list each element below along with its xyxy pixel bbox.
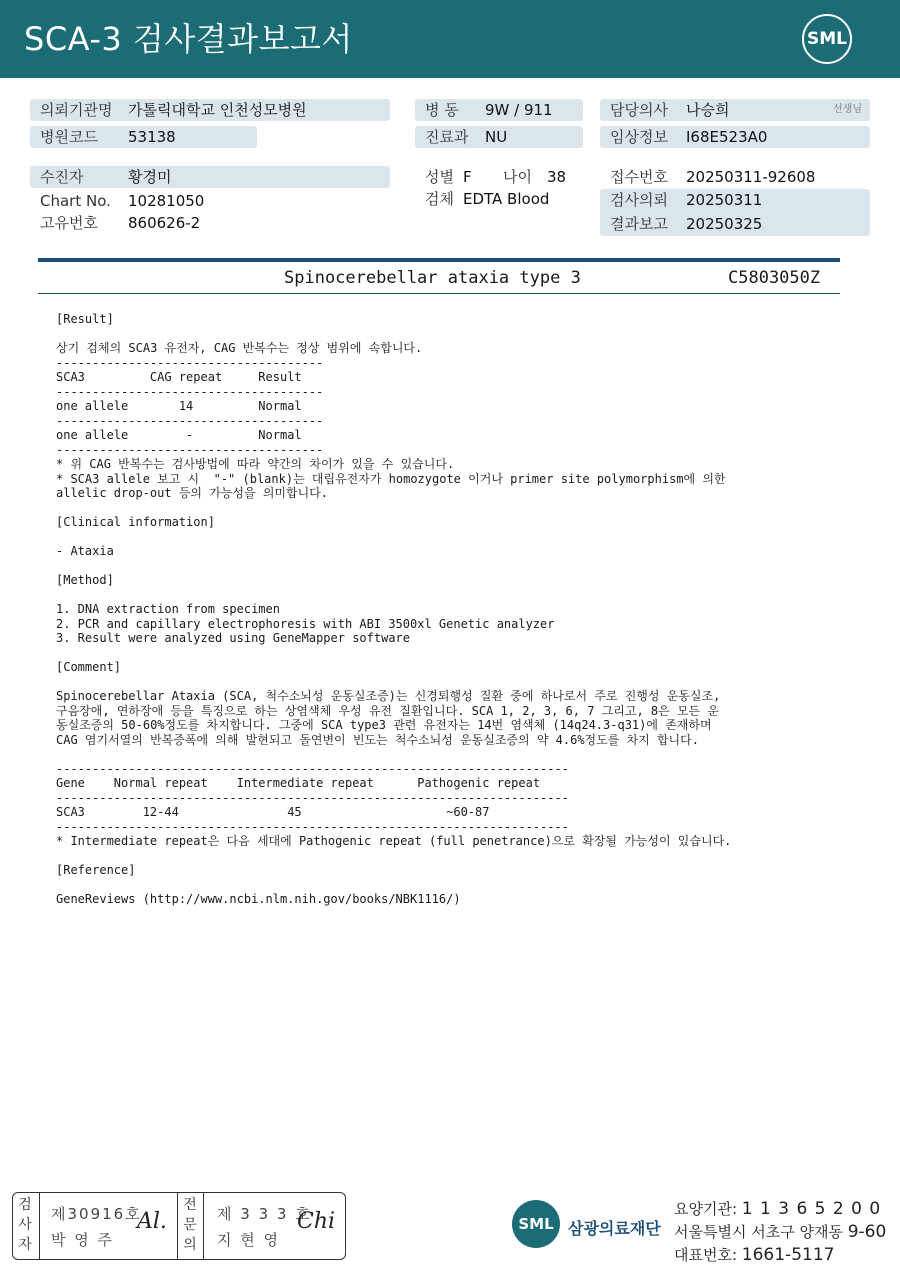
report-line: ------------------------------------- — [56, 413, 324, 428]
report-title: SCA-3 검사결과보고서 — [24, 20, 353, 58]
examiner-license: 제30916호 — [51, 1205, 142, 1223]
examiner-label — [15, 1195, 35, 1255]
institution-label: 의뢰기관명 — [40, 101, 113, 119]
department-value: NU — [485, 128, 508, 146]
hospital-code-value: 53138 — [128, 128, 176, 146]
sex-label: 성별 — [425, 168, 454, 186]
ward-field — [415, 99, 583, 121]
institution-value: 가톨릭대학교 인천성모병원 — [128, 101, 307, 119]
clinical-info-label: 임상정보 — [610, 128, 668, 146]
specialist-name: 지 현 영 — [217, 1231, 281, 1249]
report-line — [56, 675, 846, 690]
report-line — [56, 327, 846, 342]
report-body — [56, 312, 846, 907]
footer-address — [674, 1221, 886, 1242]
dates-field — [600, 189, 870, 236]
examiner-signature-icon: Al. — [137, 1209, 167, 1234]
specimen-field — [415, 188, 595, 210]
report-line: ------------------------------------- — [56, 442, 324, 457]
signature-divider — [177, 1193, 178, 1259]
specimen-label: 검체 — [425, 190, 454, 208]
institution-code-label: 요양기관: — [674, 1200, 738, 1218]
request-date-label: 검사의뢰 — [610, 191, 668, 209]
doctor-suffix: 선생님 — [833, 104, 862, 115]
receipt-no-label: 접수번호 — [610, 168, 668, 186]
examiner-label-char: 자 — [18, 1237, 32, 1253]
sex-age-field — [415, 166, 595, 188]
examiner-label-char: 사 — [18, 1217, 32, 1233]
test-code: C5803050Z — [728, 268, 821, 288]
patient-label: 수진자 — [40, 168, 84, 186]
report-line — [56, 530, 846, 545]
clinical-info-value: I68E523A0 — [686, 128, 768, 146]
sml-logo: SML — [802, 14, 852, 64]
report-line: [Clinical information] — [56, 515, 215, 529]
report-line: 3. Result were analyzed using GeneMapper software — [56, 631, 411, 645]
doctor-value: 나승희 — [686, 101, 730, 119]
footer-foundation-name: 삼광의료재단 — [568, 1219, 661, 1238]
footer-institution-code — [674, 1198, 881, 1219]
report-line: * Intermediate repeat은 다음 세대에 Pathogenic repeat (full penetrance)으로 확장될 가능성이 있습니다. — [56, 834, 732, 848]
report-line — [56, 878, 846, 893]
report-date-label: 결과보고 — [610, 215, 668, 233]
unique-no-label: 고유번호 — [40, 214, 98, 232]
chart-no-field — [30, 190, 390, 212]
examiner-name: 박 영 주 — [51, 1231, 115, 1249]
department-field — [415, 126, 583, 148]
unique-no-field — [30, 212, 390, 234]
address-number: 9-60 — [847, 1222, 887, 1242]
report-line: one allele - Normal — [56, 428, 302, 442]
report-line: Gene Normal repeat Intermediate repeat Pathogenic repeat — [56, 776, 541, 790]
examiner-label-char: 검 — [18, 1197, 32, 1213]
sex-value: F — [463, 168, 472, 186]
report-line — [56, 501, 846, 516]
specialist-license: 제 3 3 3 호 — [217, 1205, 312, 1223]
report-line: ----------------------------------------------------------------------- — [56, 819, 569, 834]
report-line: SCA3 CAG repeat Result — [56, 370, 302, 384]
chart-no-value: 10281050 — [128, 192, 205, 210]
report-line — [56, 747, 846, 762]
report-line: * 위 CAG 반복수는 검사방법에 따라 약간의 차이가 있을 수 있습니다. — [56, 457, 455, 471]
report-line: GeneReviews (http://www.ncbi.nlm.nih.gov/books/NBK1116/) — [56, 892, 461, 906]
report-line: 상기 검체의 SCA3 유전자, CAG 반복수는 정상 범위에 속합니다. — [56, 341, 423, 355]
specialist-label — [180, 1195, 200, 1255]
report-line: Spinocerebellar Ataxia (SCA, 척수소뇌성 운동실조증)는 신경퇴행성 질환 중에 하나로서 주로 진행성 운동실조, — [56, 689, 721, 703]
patient-value: 황경미 — [128, 168, 172, 186]
report-line: [Comment] — [56, 660, 122, 674]
report-line — [56, 588, 846, 603]
specialist-label-char: 전 — [183, 1197, 197, 1213]
clinical-info-field — [600, 126, 870, 148]
patient-field — [30, 166, 390, 188]
specialist-label-char: 의 — [183, 1237, 197, 1253]
report-line: allelic drop-out 등의 가능성을 의미합니다. — [56, 486, 329, 500]
report-line: one allele 14 Normal — [56, 399, 302, 413]
report-line: 동실조증의 50-60%정도를 차지합니다. 그중에 SCA type3 관련 유전자는 14번 염색체 (14q24.3-q31)에 존재하며 — [56, 718, 712, 732]
institution-code-value: 1 1 3 6 5 2 0 0 — [741, 1199, 882, 1219]
age-value: 38 — [547, 168, 567, 186]
phone-label: 대표번호: — [674, 1246, 738, 1264]
request-date-value: 20250311 — [686, 191, 763, 209]
doctor-field — [600, 99, 870, 121]
report-line: ------------------------------------- — [56, 355, 324, 370]
doctor-label: 담당의사 — [610, 101, 668, 119]
report-line: ----------------------------------------------------------------------- — [56, 790, 569, 805]
report-line: [Reference] — [56, 863, 136, 877]
specialist-signature-icon: Chi — [297, 1209, 336, 1234]
ward-value: 9W / 911 — [485, 101, 553, 119]
test-title-bottom-rule — [38, 293, 840, 294]
chart-no-label: Chart No. — [40, 192, 111, 210]
report-line: SCA3 12-44 45 ~60-87 — [56, 805, 490, 819]
receipt-no-value: 20250311-92608 — [686, 168, 816, 186]
signature-divider — [39, 1193, 40, 1259]
report-header — [0, 0, 900, 78]
signature-box — [12, 1192, 346, 1260]
specimen-value: EDTA Blood — [463, 190, 550, 208]
report-line: - Ataxia — [56, 544, 114, 558]
report-line: ------------------------------------- — [56, 384, 324, 399]
age-label: 나이 — [503, 168, 532, 186]
address-prefix: 서울특별시 서초구 양재동 — [674, 1223, 843, 1241]
phone-value: 1661-5117 — [741, 1245, 835, 1265]
report-line — [56, 559, 846, 574]
report-line: CAG 염기서열의 반복증폭에 의해 발현되고 돌연변이 빈도는 척수소뇌성 운동실조증의 약 4.6%정도를 차지 합니다. — [56, 732, 699, 747]
specialist-label-char: 문 — [183, 1217, 197, 1233]
test-title-top-rule — [38, 258, 840, 262]
report-line — [56, 849, 846, 864]
report-line: * SCA3 allele 보고 시 "-" (blank)는 대립유전자가 homozygote 이거나 primer site polymorphism에 의한 — [56, 471, 726, 486]
unique-no-value: 860626-2 — [128, 214, 201, 232]
report-date-value: 20250325 — [686, 215, 763, 233]
signature-divider — [203, 1193, 204, 1259]
report-line: 1. DNA extraction from specimen — [56, 602, 280, 616]
report-line: 2. PCR and capillary electrophoresis with ABI 3500xl Genetic analyzer — [56, 616, 555, 631]
department-label: 진료과 — [425, 128, 469, 146]
hospital-code-label: 병원코드 — [40, 128, 98, 146]
test-name: Spinocerebellar ataxia type 3 — [284, 268, 581, 288]
report-line: [Method] — [56, 573, 114, 587]
footer-phone — [674, 1244, 834, 1265]
report-line: [Result] — [56, 312, 114, 326]
hospital-code-field — [30, 126, 257, 148]
ward-label: 병 동 — [425, 101, 459, 119]
report-line: ----------------------------------------------------------------------- — [56, 761, 569, 776]
footer-sml-logo: SML — [512, 1200, 560, 1248]
receipt-no-field — [600, 166, 870, 188]
report-line: 구음장애, 연하장애 등을 특징으로 하는 상염색체 우성 유전 질환입니다. SCA 1, 2, 3, 6, 7 그리고, 8은 모든 운 — [56, 703, 719, 718]
report-line — [56, 646, 846, 661]
institution-field — [30, 99, 390, 121]
